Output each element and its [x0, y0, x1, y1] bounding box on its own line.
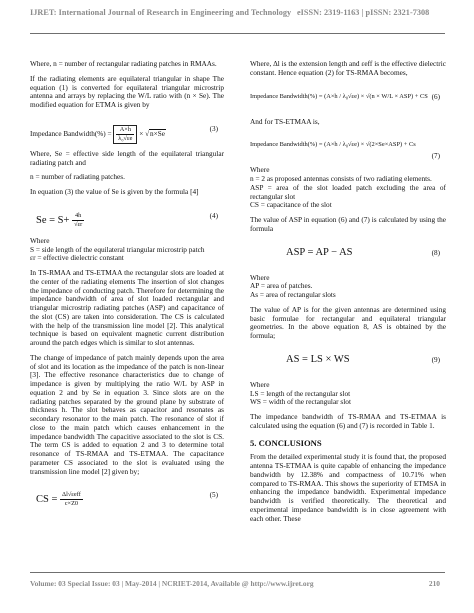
paragraph: From the detailed experimental study it is found that, the proposed antenna TS-ETMAA is quite capable of enhancing the impedance bandwidth by 12.38% and compactness of 10.71% when compared to TS-RMAA. This shows the superiority of ETMSA in enhancing the impedance bandwidth. Experimental impedance bandwidth is verified theoretically. The theoretical and experimental impedance bandwidth is in close agreement with each other. These [250, 452, 446, 523]
page-footer [30, 579, 445, 588]
paragraph: Where [250, 379, 270, 389]
equation-lhs: CS = $\frac{\text{Δl√εeff}}{c\times Z0}$ [36, 491, 81, 508]
equation-number: (9) [431, 355, 440, 364]
page-number: 210 [428, 579, 440, 588]
page-header [0, 0, 474, 33]
equation-number: (7) [431, 152, 440, 161]
header-rule [30, 33, 445, 34]
equation-lhs: Impedance Bandwidth(%) = $\frac{A\times h}{\text{λ₀√εe}}$ × √n×Se [30, 125, 165, 142]
section-heading: 5. CONCLUSIONS [250, 437, 322, 448]
paragraph: If the radiating elements are equilateral triangular in shape The equation (1) is converted for equilateral triangular microstrip antenna and arrays by replacing the W/L ratio with (n × Se). The modified equation for ETMA is given by [30, 73, 224, 109]
equation-3 [30, 116, 224, 144]
equation-4 [30, 203, 224, 231]
footer-rule [30, 572, 445, 573]
equation-lhs: Se = S+ $\frac{4h}{√\varepsilon r}$ [36, 211, 83, 228]
paragraph: AP = area of patches. [250, 281, 313, 291]
equation-6 [250, 84, 446, 112]
equation-body: ASP = AP − AS [286, 246, 353, 258]
paragraph: And for TS-ETMAA is, [250, 116, 320, 126]
paragraph: εr = effective dielectric constant [30, 253, 124, 263]
equation-8 [250, 240, 446, 268]
paragraph: In TS-RMAA and TS-ETMAA the rectangular slots are loaded at the center of the radiating elements The insertion of slot changes the impedance of conducting patch. Therefore for determining the impedance bandwidth of area of slot loaded rectangular and triangular microstrip radiating patches (ASP) and capacitance of the slot (CS) are taken into consideration. The CS is calculated with the help of the transmission line model [2]. This analytical technique is based on equivalent magnetic current distribution around the patch edges which is similar to slot antennas. [30, 268, 224, 347]
equation-number: (4) [209, 211, 218, 220]
paragraph: Where [250, 165, 270, 175]
left-column [30, 60, 224, 516]
paragraph: Where, n = number of rectangular radiating patches in RMAAs. [30, 59, 217, 68]
equation-number: (6) [431, 92, 440, 101]
paragraph: n = number of radiating patches. [30, 172, 125, 182]
paragraph: ASP = area of the slot loaded patch excluding the area of rectangular slot [250, 182, 446, 201]
paragraph: Where, Δl is the extension length and εeff is the effective dielectric constant. Hence equation (2) for TS-RMAA becomes, [250, 59, 446, 77]
paragraph: In equation (3) the value of Se is given by the formula [4] [30, 187, 199, 196]
equation-9 [250, 347, 446, 375]
issn-line: eISSN: 2319-1163 | pISSN: 2321-7308 [297, 8, 430, 17]
equation-number: (5) [209, 491, 218, 500]
equation-lhs: Impedance Bandwidth(%) = (A×h / λ₀√εe) × √(n × W/L × ASP) + CS [250, 92, 428, 100]
paragraph: The change of impedance of patch mainly depends upon the area of slot and its location as the impedance of the patch is non-linear [3]. The effective resonance characteristics due to change of impedance is given by multiplying the ratio W/L by ASP in equation 2 and by Se in equation 3. Since slots are on the radiating patches separated by the ground plane by substrate of thickness h. The slot behaves as capacitor and resonates as secondary resonator to the main patch. The resonance of slot if close to the main patch which causes enhancement in the impedance bandwidth The capacitive associated to the slot is CS. The term CS is added to equation 2 and 3 to determine total resonance of TS-RMAA and TS-ETMAA. The capacitance parameter CS associated to the slot is evaluated using the transmission line model [2] given by; [30, 352, 224, 476]
equation-lhs: Impedance Bandwidth(%) = (A×h / λ₀√εe) × √(2×Se×ASP) + Cs [250, 141, 416, 149]
paragraph: LS = length of the rectangular slot [250, 388, 351, 398]
footer-citation: Volume: 03 Special Issue: 03 | May-2014 | NCRIET-2014, Available @ http://www.ijret.org [30, 579, 314, 588]
paragraph: The value of AP is for the given antennas are determined using basic formulae for rectangular and equilateral triangular geometries. In the above equation 8, AS is obtained by the formula; [250, 304, 446, 340]
paragraph: Where, Se = effective side length of the equilateral triangular radiating patch and [30, 148, 224, 167]
equation-number: (3) [209, 124, 218, 133]
paragraph: WS = width of the rectangular slot [250, 397, 351, 407]
paragraph: Where [30, 235, 50, 245]
paragraph: S = side length of the equilateral triangular microstrip patch [30, 244, 205, 254]
paragraph: As = area of rectangular slots [250, 290, 336, 299]
paragraph: Where [250, 272, 270, 282]
equation-7 [250, 132, 446, 160]
equation-body: AS = LS × WS [286, 353, 350, 365]
paragraph: The impedance bandwidth of TS-RMAA and TS-ETMAA is calculated using the equation (6) and (7) is recorded in Table 1. [250, 412, 446, 430]
right-column [250, 60, 446, 529]
equation-number: (8) [431, 248, 440, 257]
paragraph: n = 2 as proposed antennas consists of two radiating elements. [250, 174, 432, 183]
paragraph: The value of ASP in equation (6) and (7) is calculated by using the formula [250, 215, 446, 233]
journal-name: IJRET: International Journal of Research in Engineering and Technology [30, 8, 292, 17]
equation-5 [30, 482, 224, 510]
paragraph: CS = capacitance of the slot [250, 200, 332, 210]
